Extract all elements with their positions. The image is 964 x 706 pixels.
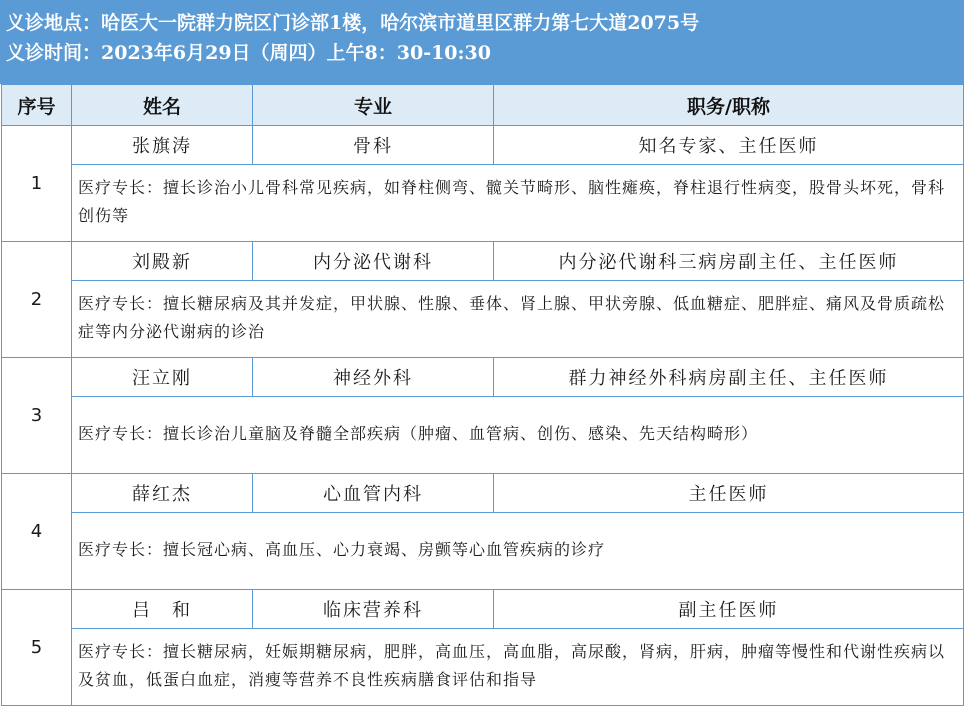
- doctor-specialty: 医疗专长：擅长诊治儿童脑及脊髓全部疾病（肿瘤、血管病、创伤、感染、先天结构畸形）: [72, 397, 964, 474]
- row-number: 5: [2, 590, 72, 706]
- event-location: 义诊地点：哈医大一院群力院区门诊部1楼，哈尔滨市道里区群力第七大道2075号: [6, 12, 700, 34]
- event-banner: [0, 0, 964, 84]
- doctor-specialty: 医疗专长：擅长冠心病、高血压、心力衰竭、房颤等心血管疾病的诊疗: [72, 513, 964, 590]
- doctor-title: 主任医师: [494, 474, 964, 513]
- row-number: 3: [2, 358, 72, 474]
- doctor-name: 吕 和: [72, 590, 253, 629]
- doctor-name: 薛红杰: [72, 474, 253, 513]
- row-number: 4: [2, 474, 72, 590]
- doctor-name: 汪立刚: [72, 358, 253, 397]
- header-dept: 专业: [253, 85, 494, 126]
- table-row-specialty: [2, 513, 964, 590]
- table-row-specialty: [2, 165, 964, 242]
- doctor-title: 知名专家、主任医师: [494, 126, 964, 165]
- table-row-specialty: [2, 281, 964, 358]
- doctor-dept: 临床营养科: [253, 590, 494, 629]
- doctor-title: 内分泌代谢科三病房副主任、主任医师: [494, 242, 964, 281]
- table-row-specialty: [2, 629, 964, 706]
- doctor-name: 张旗涛: [72, 126, 253, 165]
- header-name: 姓名: [72, 85, 253, 126]
- doctor-specialty: 医疗专长：擅长诊治小儿骨科常见疾病，如脊柱侧弯、髋关节畸形、脑性瘫痪，脊柱退行性病变，股骨头坏死，骨科创伤等: [72, 165, 964, 242]
- table-row-specialty: [2, 397, 964, 474]
- header-no: 序号: [2, 85, 72, 126]
- doctor-specialty: 医疗专长：擅长糖尿病及其并发症，甲状腺、性腺、垂体、肾上腺、甲状旁腺、低血糖症、肥胖症、痛风及骨质疏松症等内分泌代谢病的诊治: [72, 281, 964, 358]
- doctor-title: 群力神经外科病房副主任、主任医师: [494, 358, 964, 397]
- doctor-specialty: 医疗专长：擅长糖尿病，妊娠期糖尿病，肥胖，高血压，高血脂，高尿酸，肾病，肝病，肿瘤等慢性和代谢性疾病以及贫血，低蛋白血症，消瘦等营养不良性疾病膳食评估和指导: [72, 629, 964, 706]
- doctor-dept: 心血管内科: [253, 474, 494, 513]
- table-row: [2, 590, 964, 629]
- doctor-title: 副主任医师: [494, 590, 964, 629]
- doctor-table: [1, 84, 964, 706]
- doctor-dept: 内分泌代谢科: [253, 242, 494, 281]
- table-row: [2, 126, 964, 165]
- doctor-name: 刘殿新: [72, 242, 253, 281]
- row-number: 2: [2, 242, 72, 358]
- table-row: [2, 358, 964, 397]
- doctor-dept: 神经外科: [253, 358, 494, 397]
- table-row: [2, 474, 964, 513]
- header-title: 职务/职称: [494, 85, 964, 126]
- table-row: [2, 242, 964, 281]
- doctor-dept: 骨科: [253, 126, 494, 165]
- row-number: 1: [2, 126, 72, 242]
- table-header-row: [2, 85, 964, 126]
- event-time: 义诊时间：2023年6月29日（周四）上午8：30-10:30: [6, 42, 491, 64]
